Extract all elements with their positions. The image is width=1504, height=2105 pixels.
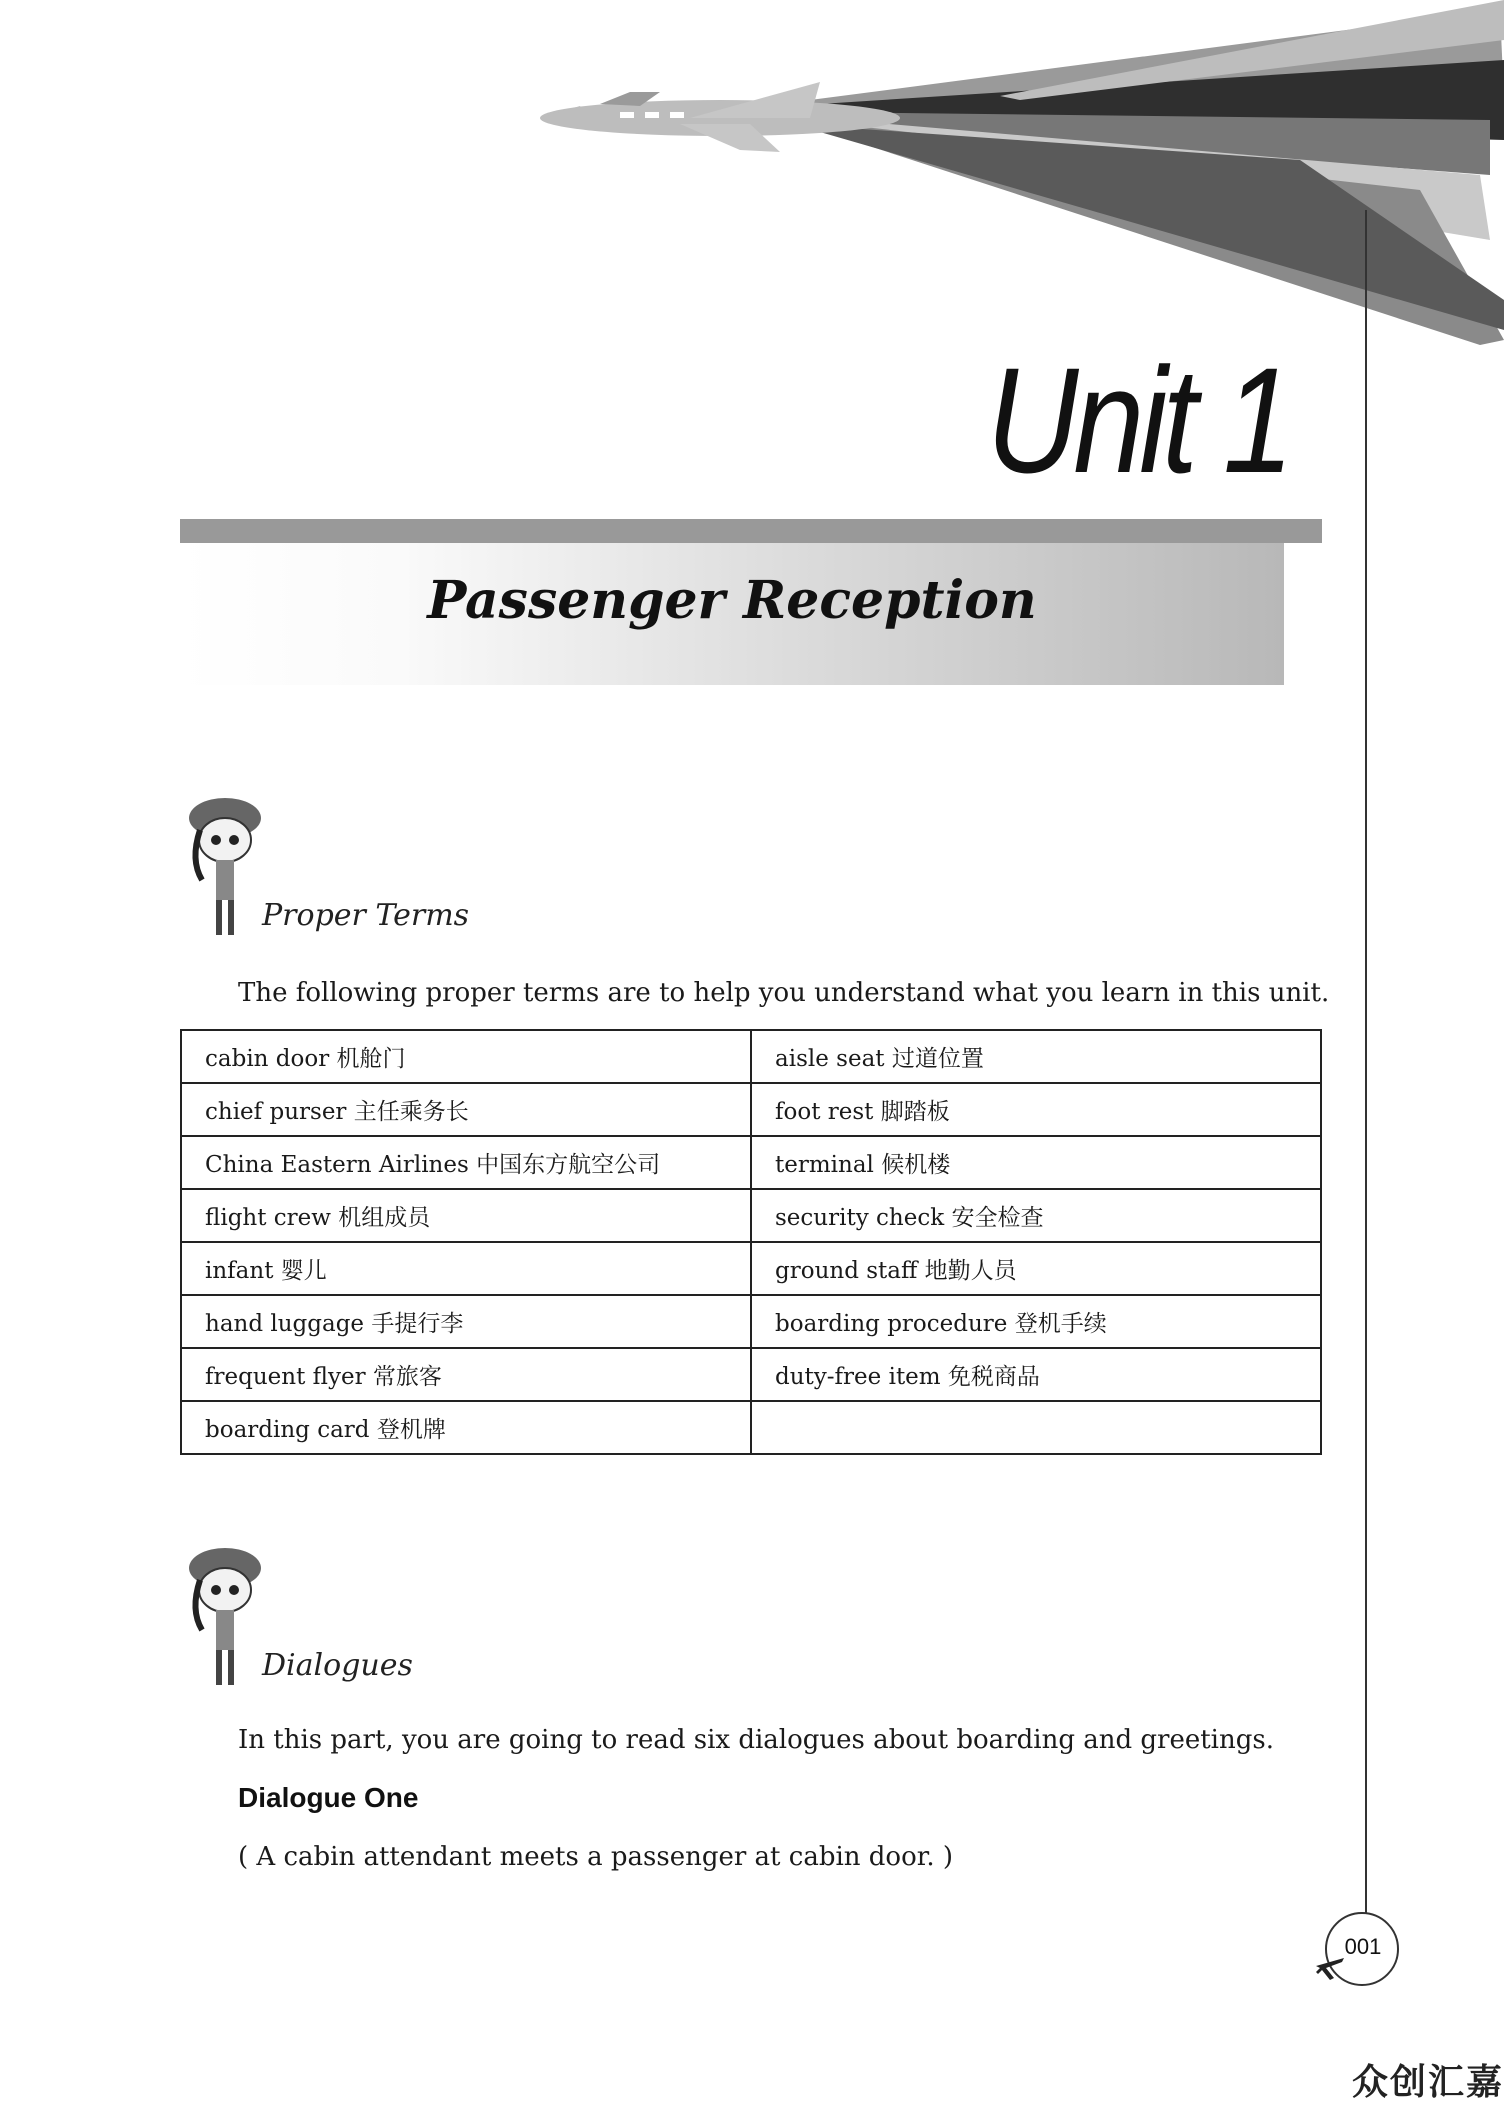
term-cell: frequent flyer 常旅客 — [181, 1348, 751, 1401]
term-cell: China Eastern Airlines 中国东方航空公司 — [181, 1136, 751, 1189]
term-cell — [751, 1401, 1321, 1454]
dialogues-heading: Dialogues — [262, 1648, 413, 1683]
dialogue-one-scene: ( A cabin attendant meets a passenger at cabin door. ) — [238, 1842, 953, 1872]
table-row — [181, 1030, 1321, 1083]
flight-attendant-mascot-icon — [180, 790, 270, 940]
proper-terms-intro: The following proper terms are to help you understand what you learn in this unit. — [238, 978, 1330, 1008]
table-row — [181, 1189, 1321, 1242]
title-bar-divider — [180, 519, 1322, 543]
term-cell: duty-free item 免税商品 — [751, 1348, 1321, 1401]
term-cell: boarding procedure 登机手续 — [751, 1295, 1321, 1348]
proper-terms-heading: Proper Terms — [262, 898, 470, 933]
term-cell: flight crew 机组成员 — [181, 1189, 751, 1242]
table-row — [181, 1136, 1321, 1189]
term-cell: boarding card 登机牌 — [181, 1401, 751, 1454]
term-cell: cabin door 机舱门 — [181, 1030, 751, 1083]
flight-attendant-mascot-icon — [180, 1540, 270, 1690]
table-row — [181, 1295, 1321, 1348]
term-cell: security check 安全检查 — [751, 1189, 1321, 1242]
dialogues-intro: In this part, you are going to read six dialogues about boarding and greetings. — [238, 1725, 1274, 1755]
margin-vertical-line — [1365, 210, 1367, 1950]
airplane-banner-graphic — [520, 0, 1504, 360]
dialogue-one-title: Dialogue One — [238, 1782, 419, 1813]
term-cell: hand luggage 手提行李 — [181, 1295, 751, 1348]
term-cell: terminal 候机楼 — [751, 1136, 1321, 1189]
unit-title: Unit 1 — [986, 336, 1289, 504]
term-cell: foot rest 脚踏板 — [751, 1083, 1321, 1136]
table-row — [181, 1083, 1321, 1136]
watermark-text: 众创汇嘉 — [1351, 2062, 1504, 2103]
section-title: Passenger Reception — [427, 570, 1037, 631]
table-row — [181, 1401, 1321, 1454]
term-cell: aisle seat 过道位置 — [751, 1030, 1321, 1083]
table-row — [181, 1242, 1321, 1295]
proper-terms-table — [180, 1029, 1322, 1455]
term-cell: chief purser 主任乘务长 — [181, 1083, 751, 1136]
term-cell: ground staff 地勤人员 — [751, 1242, 1321, 1295]
term-cell: infant 婴儿 — [181, 1242, 751, 1295]
page-number: 001 — [1344, 1934, 1382, 1959]
table-row — [181, 1348, 1321, 1401]
